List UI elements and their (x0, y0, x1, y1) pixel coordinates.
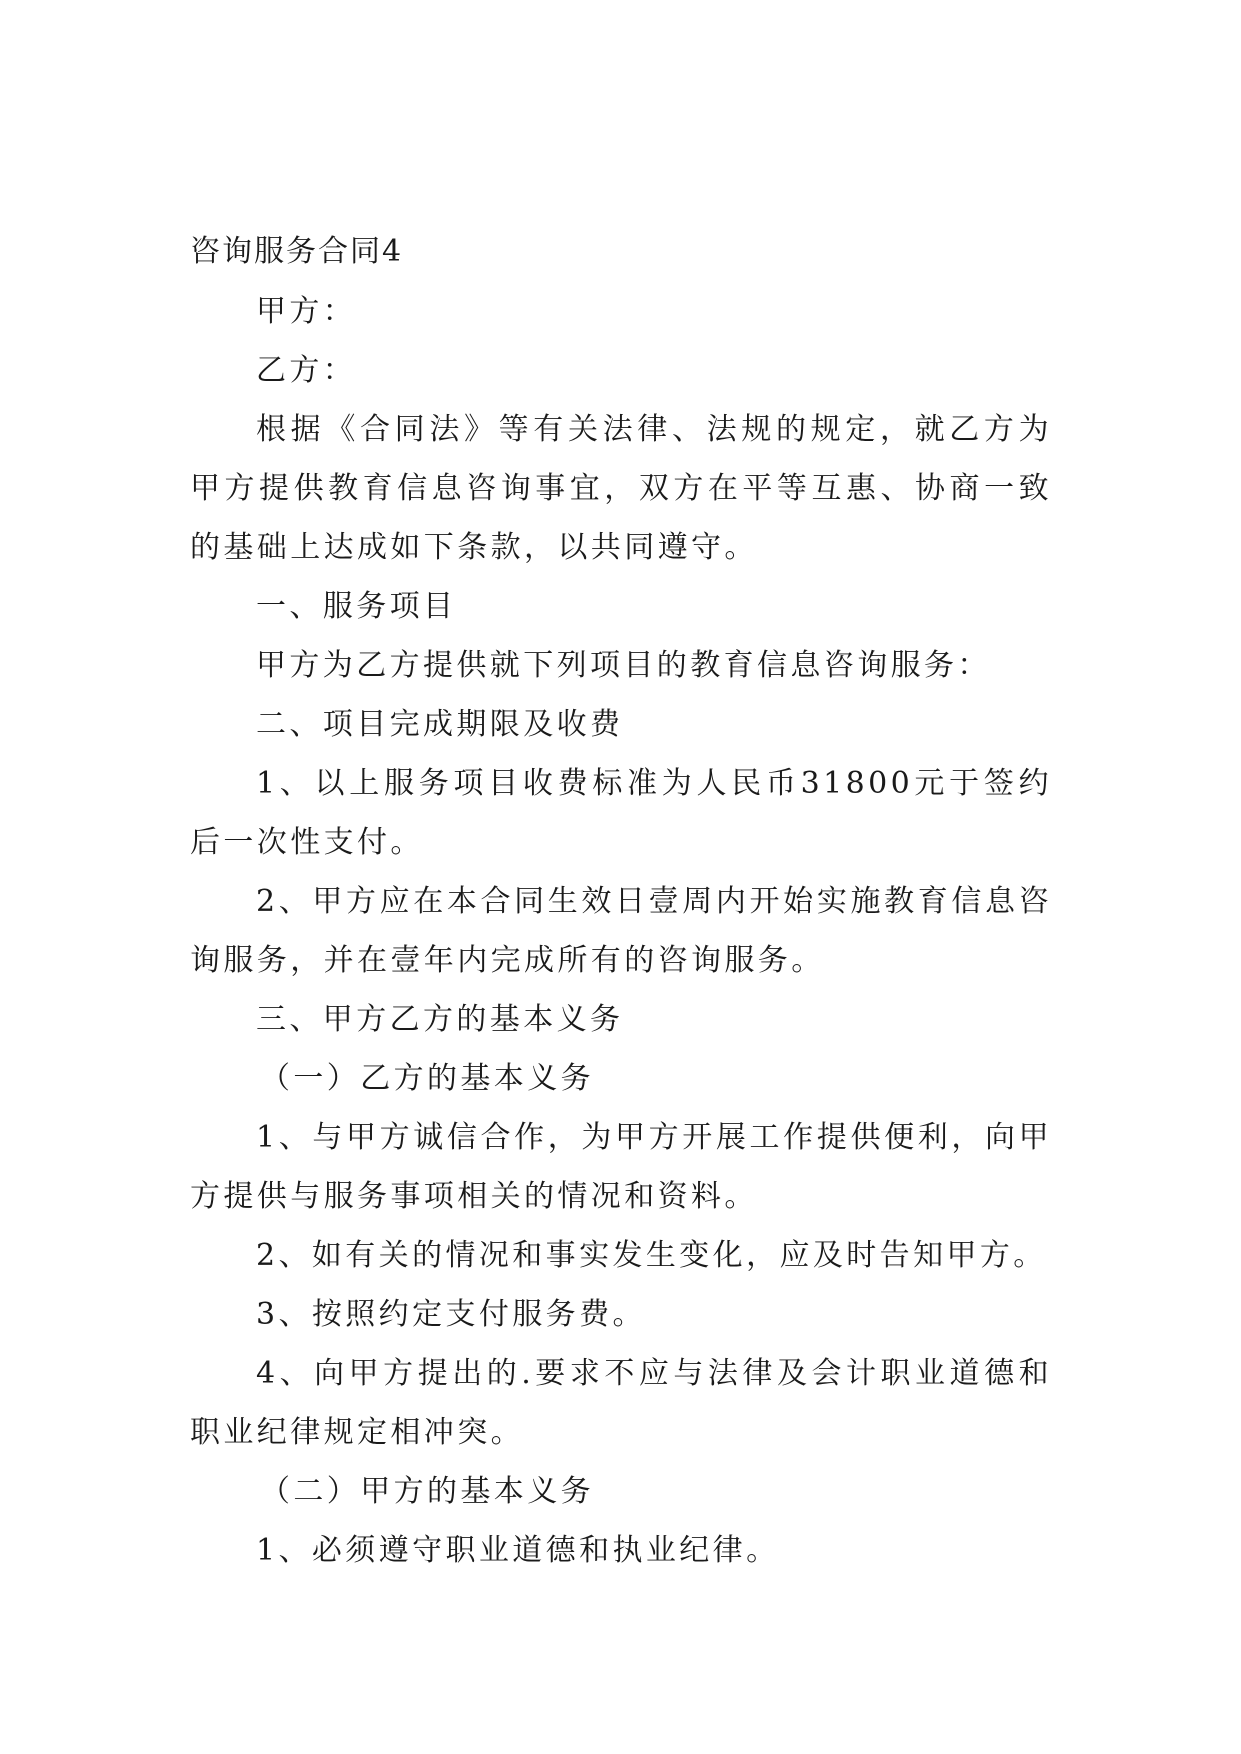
document-page (190, 222, 1052, 1580)
section-heading-service-items: 一、服务项目 (256, 589, 457, 624)
service-items-paragraph: 甲方为乙方提供就下列项目的教育信息咨询服务： (256, 648, 991, 683)
party-a-obligation-1: 1、必须遵守职业道德和执业纪律。 (256, 1533, 780, 1568)
section-heading-term-and-fees: 二、项目完成期限及收费 (256, 707, 624, 742)
party-b-line: 乙方： (256, 353, 357, 388)
party-b-obligation-4: 4、向甲方提出的.要求不应与法律及会计职业道德和职业纪律规定相冲突。 (190, 1356, 1052, 1450)
fee-clause-2: 2、甲方应在本合同生效日壹周内开始实施教育信息咨询服务，并在壹年内完成所有的咨询服务。 (190, 884, 1052, 978)
fee-clause-1: 1、以上服务项目收费标准为人民币31800元于签约后一次性支付。 (190, 766, 1052, 860)
subsection-heading-party-b: （一）乙方的基本义务 (260, 1061, 594, 1096)
document-title: 咨询服务合同4 (190, 234, 404, 269)
preamble-paragraph: 根据《合同法》等有关法律、法规的规定，就乙方为甲方提供教育信息咨询事宜，双方在平等互惠、协商一致的基础上达成如下条款，以共同遵守。 (190, 412, 1052, 565)
party-b-obligation-3: 3、按照约定支付服务费。 (256, 1297, 646, 1332)
subsection-heading-party-a: （二）甲方的基本义务 (260, 1474, 594, 1509)
party-b-obligation-1: 1、与甲方诚信合作，为甲方开展工作提供便利，向甲方提供与服务事项相关的情况和资料。 (190, 1120, 1052, 1214)
party-a-line: 甲方： (256, 294, 357, 329)
section-heading-obligations: 三、甲方乙方的基本义务 (256, 1002, 624, 1037)
party-b-obligation-2: 2、如有关的情况和事实发生变化，应及时告知甲方。 (256, 1238, 1047, 1273)
